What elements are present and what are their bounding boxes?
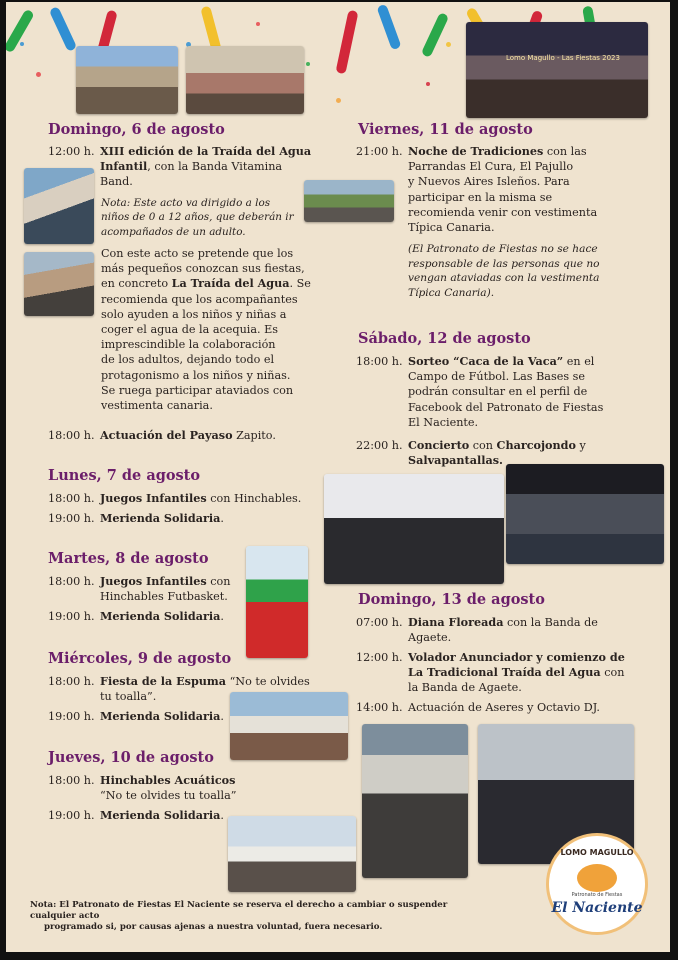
stage-banner-text: Lomo Magullo - Las Fiestas 2023 (506, 54, 620, 62)
note-age-limit: Nota: Este acto va dirigido a los niños de 0 a 12 años, que deberán ir acompañados de un adulto. (101, 197, 294, 238)
event-lunes7-1800: 18:00 h. Juegos Infantiles con Hinchables. (48, 491, 302, 505)
event-lunes7-1900: 19:00 h. Merienda Solidaria. (48, 511, 224, 525)
logo-el-naciente (549, 836, 645, 932)
event-viernes11-2100: 21:00 h. Noche de Tradiciones con las Parrandas El Cura, El Pajullo y Nuevos Aires Isleños. Para participar en la misma se recomienda venir con vestimenta Típica Canaria. (356, 144, 598, 235)
heading-domingo-6: Domingo, 6 de agosto (48, 121, 225, 138)
note-patronato-vestimenta: (El Patronato de Fiestas no se hace responsable de las personas que no vengan ataviadas con la vestimenta Típica Canaria). (408, 243, 600, 299)
event-miercoles9-1900: 19:00 h. Merienda Solidaria. (48, 709, 224, 723)
event-jueves10-1900: 19:00 h. Merienda Solidaria. (48, 808, 224, 822)
photo-traida-crowd (362, 724, 468, 878)
event-domingo13-0700: 07:00 h. Diana Floreada con la Banda de Agaete. (356, 615, 598, 645)
logo-emblem-icon (577, 864, 617, 892)
photo-crowd-street (76, 46, 178, 114)
event-domingo6-1800: 18:00 h. Actuación del Payaso Zapito. (48, 428, 276, 442)
heading-viernes-11: Viernes, 11 de agosto (358, 121, 533, 138)
photo-foam-party (230, 692, 348, 760)
heading-jueves-10: Jueves, 10 de agosto (48, 749, 214, 766)
photo-child-hat (24, 168, 94, 244)
event-martes8-1900: 19:00 h. Merienda Solidaria. (48, 609, 224, 623)
heading-domingo-13: Domingo, 13 de agosto (358, 591, 545, 608)
poster-sheet (6, 2, 670, 952)
photo-adults-kids (24, 252, 94, 316)
photo-group-people (186, 46, 304, 114)
logo-top-text: LOMO MAGULLO (560, 848, 634, 857)
heading-miercoles-9: Miércoles, 9 de agosto (48, 650, 232, 667)
event-martes8-1800: 18:00 h. Juegos Infantiles con Hinchables Futbasket. (48, 574, 231, 604)
heading-lunes-7: Lunes, 7 de agosto (48, 467, 201, 484)
photo-stage-band (466, 22, 648, 118)
logo-mid-text: Patronato de Fiestas (571, 892, 623, 898)
event-domingo13-1200: 12:00 h. Volador Anunciador y comienzo de La Tradicional Traída del Agua con la Banda de Agaete. (356, 650, 625, 695)
photo-band-charcojondo (324, 474, 504, 584)
event-domingo6-1200: 12:00 h. XIII edición de la Traída del Agua Infantil, con la Banda Vitamina Band. (48, 144, 312, 189)
photo-church-crowd (228, 816, 356, 892)
photo-inflatable (246, 546, 308, 658)
event-sabado12-2200: 22:00 h. Concierto con Charcojondo y Salvapantallas. (356, 438, 586, 468)
heading-martes-8: Martes, 8 de agosto (48, 550, 209, 567)
footer-note: Nota: El Patronato de Fiestas El Naciente se reserva el derecho a cambiar o suspender cualquier acto programado si, por causas ajenas a nuestra voluntad, fuera necesario. (30, 900, 448, 932)
event-sabado12-1800: 18:00 h. Sorteo “Caca de la Vaca” en el Campo de Fútbol. Las Bases se podrán consultar en el perfil de Facebook del Patronato de Fiestas El Naciente. (356, 354, 604, 429)
event-domingo13-1400: 14:00 h. Actuación de Aseres y Octavio DJ. (356, 701, 600, 714)
paragraph-traida-description: Con este acto se pretende que los más pequeños conozcan sus fiestas, en concreto La Traída del Agua. Se recomienda que los acompañantes solo ayuden a los niños y niñas a coger el agua de la acequia. Es imprescindible la colaboración de los adultos, dejando todo el protagonismo a los niños y niñas. Se ruega participar ataviados con vestimenta canaria. (101, 247, 311, 413)
event-time: 12:00 h. (48, 145, 95, 158)
event-jueves10-1800: 18:00 h. Hinchables Acuáticos “No te olvides tu toalla” (48, 773, 237, 803)
logo-name-text: El Naciente (551, 900, 643, 916)
photo-band-salvapantallas (506, 464, 664, 564)
heading-sabado-12: Sábado, 12 de agosto (358, 330, 531, 347)
event-miercoles9-1800: 18:00 h. Fiesta de la Espuma “No te olvides tu toalla”. (48, 674, 310, 704)
